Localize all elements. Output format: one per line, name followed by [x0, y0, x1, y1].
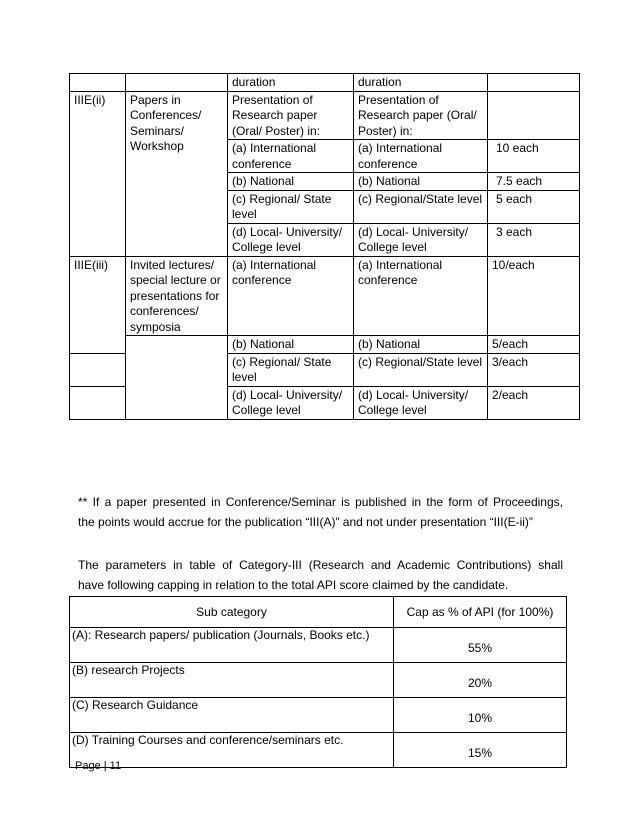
api-score-table: [69, 73, 580, 420]
cell: (c) Regional/ State level: [228, 190, 354, 223]
cap-cell: 20%: [394, 663, 567, 698]
page-footer: Page | 11: [75, 760, 122, 772]
table-row: [70, 733, 567, 768]
cap-cell: 15%: [394, 733, 567, 768]
proceedings-note: ** If a paper presented in Conference/Seminar is published in the form of Proceedings, the points would accrue for the publication “III(A)” and not under presentation “III(E-ii)”: [78, 495, 563, 529]
cell: (b) National: [228, 336, 354, 354]
cell: Presentation of Research paper (Oral/ Poster) in:: [228, 91, 354, 140]
cell: (a) International conference: [228, 140, 354, 173]
cell: (c) Regional/State level: [354, 353, 488, 386]
table-row: [70, 698, 567, 733]
cell: (d) Local- University/ College level: [228, 386, 354, 419]
cell: (c) Regional/State level: [354, 190, 488, 223]
header-sub-category: Sub category: [70, 597, 394, 628]
cell: (b) National: [354, 173, 488, 191]
cell: (b) National: [354, 336, 488, 354]
cell: (c) Regional/ State level: [228, 353, 354, 386]
points-cell: 3 each: [488, 223, 580, 256]
points-cell: 10/each: [488, 256, 580, 336]
cell: duration: [354, 74, 488, 92]
cell: (a) International conference: [354, 256, 488, 336]
points-cell: 5/each: [488, 336, 580, 354]
sub-category-cell: (B) research Projects: [70, 663, 394, 698]
table-row: [70, 74, 580, 92]
cell: duration: [228, 74, 354, 92]
sub-category-cell: (D) Training Courses and conference/seminars etc.: [70, 733, 394, 768]
cap-cell: 10%: [394, 698, 567, 733]
table-row: [70, 256, 580, 336]
capping-paragraph: The parameters in table of Category-III (Research and Academic Contributions) shall have following capping in relation to the total API score claimed by the candidate.: [78, 558, 563, 592]
points-cell: 5 each: [488, 190, 580, 223]
points-cell: 2/each: [488, 386, 580, 419]
cell: (d) Local- University/ College level: [354, 386, 488, 419]
table-row: [70, 336, 580, 354]
points-cell: 7.5 each: [488, 173, 580, 191]
cap-cell: 55%: [394, 628, 567, 663]
table-row: [70, 91, 580, 140]
sub-category-cell: (A): Research papers/ publication (Journals, Books etc.): [70, 628, 394, 663]
cell: Presentation of Research paper (Oral/ Poster) in:: [354, 91, 488, 140]
activity-cell: Invited lectures/ special lecture or presentations for conferences/ symposia: [126, 256, 228, 336]
capping-table: [69, 596, 567, 768]
table-row: [70, 663, 567, 698]
category-code: IIIE(ii): [70, 91, 126, 256]
table-row: [70, 628, 567, 663]
points-cell: 10 each: [488, 140, 580, 173]
cell: (d) Local- University/ College level: [354, 223, 488, 256]
points-cell: 3/each: [488, 353, 580, 386]
header-cap: Cap as % of API (for 100%): [394, 597, 567, 628]
category-code: IIIE(iii): [70, 256, 126, 353]
activity-cell: Papers in Conferences/ Seminars/ Workshop: [126, 91, 228, 256]
table-header-row: [70, 597, 567, 628]
cell: (b) National: [228, 173, 354, 191]
cell: (d) Local- University/ College level: [228, 223, 354, 256]
cell: (a) International conference: [228, 256, 354, 336]
cell: (a) International conference: [354, 140, 488, 173]
sub-category-cell: (C) Research Guidance: [70, 698, 394, 733]
